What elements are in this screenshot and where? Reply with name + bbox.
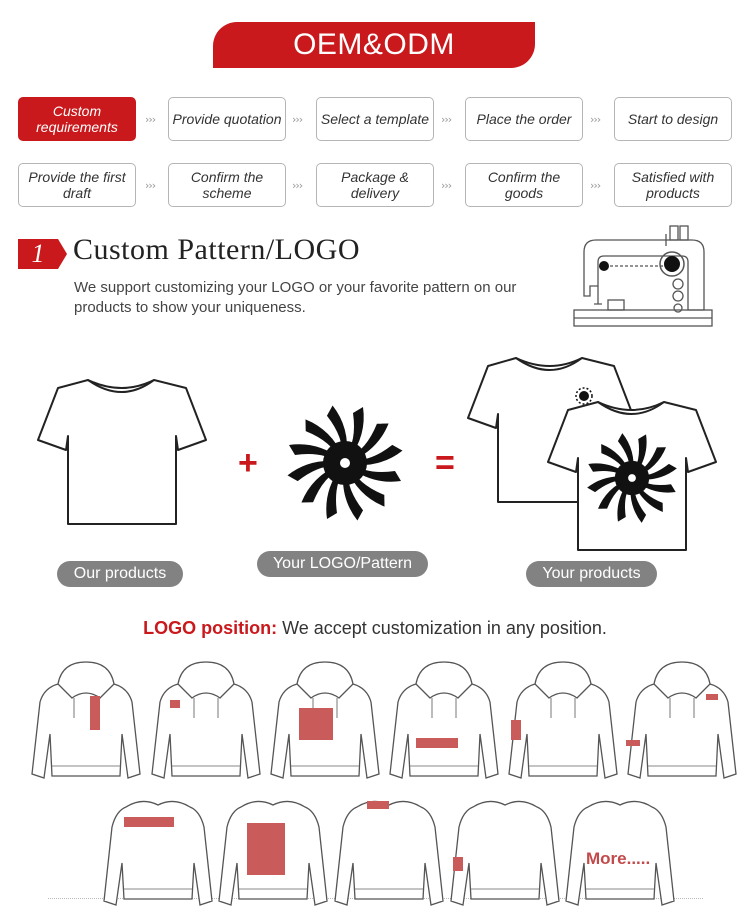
step-satisfied: Satisfied with products: [614, 163, 732, 207]
logo-position-label: LOGO position:: [143, 618, 278, 638]
section-number: 1: [18, 239, 58, 269]
step-provide-quotation: Provide quotation: [168, 97, 286, 141]
sewing-machine-icon: [570, 222, 715, 340]
chevron-icon: ›››: [441, 113, 452, 126]
step-place-order: Place the order: [465, 97, 583, 141]
chevron-icon: ›››: [292, 179, 303, 192]
logo-position-box: [416, 738, 458, 748]
label-your-products: Your products: [526, 561, 657, 587]
plus-sign: +: [238, 444, 258, 482]
section-title: Custom Pattern/LOGO: [73, 233, 360, 266]
hoodie-icon: [626, 658, 738, 782]
label-your-logo: Your LOGO/Pattern: [257, 551, 428, 577]
equals-sign: =: [435, 444, 455, 482]
logo-position-box: [367, 801, 389, 809]
logo-position-box: [299, 708, 333, 740]
page-banner: OEM&ODM: [213, 22, 535, 68]
hoodie-icon: [388, 658, 500, 782]
chevron-icon: ›››: [441, 179, 452, 192]
hoodie-back-icon: [102, 793, 214, 907]
step-confirm-scheme: Confirm the scheme: [168, 163, 286, 207]
hoodie-icon: [150, 658, 262, 782]
hoodie-back-icon: [217, 793, 329, 907]
logo-position-box: [170, 700, 180, 708]
hoodie-icon: [507, 658, 619, 782]
hoodie-back-icon: [449, 793, 561, 907]
step-confirm-goods: Confirm the goods: [465, 163, 583, 207]
chevron-icon: ›››: [292, 113, 303, 126]
logo-position-box: [90, 696, 100, 730]
section-description: We support customizing your LOGO or your favorite pattern on our products to show your uniqueness.: [74, 279, 517, 316]
chevron-icon: ›››: [590, 179, 601, 192]
step-package-delivery: Package & delivery: [316, 163, 434, 207]
swirl-logo-icon: [286, 404, 404, 522]
more-label: More.....: [586, 849, 651, 868]
logo-position-box: [626, 740, 640, 746]
step-first-draft: Provide the first draft: [18, 163, 136, 207]
hoodie-back-icon: [333, 793, 445, 907]
step-select-template: Select a template: [316, 97, 434, 141]
chevron-icon: ›››: [590, 113, 601, 126]
chevron-icon: ›››: [145, 179, 156, 192]
logo-position-text: We accept customization in any position.: [282, 618, 607, 638]
chevron-icon: ›››: [145, 113, 156, 126]
tshirt-icon: [36, 374, 208, 526]
logo-position-box: [247, 823, 285, 875]
step-start-design: Start to design: [614, 97, 732, 141]
logo-position-box: [124, 817, 174, 827]
step-custom-requirements: Custom requirements: [18, 97, 136, 141]
logo-position-box: [511, 720, 521, 740]
logo-position-box: [706, 694, 718, 700]
logo-position-line: [0, 618, 750, 639]
hoodie-icon: [269, 658, 381, 782]
logo-position-box: [453, 857, 463, 871]
hoodie-icon: [30, 658, 142, 782]
label-our-products: Our products: [57, 561, 183, 587]
tshirt-with-logo-icon: [546, 396, 718, 554]
